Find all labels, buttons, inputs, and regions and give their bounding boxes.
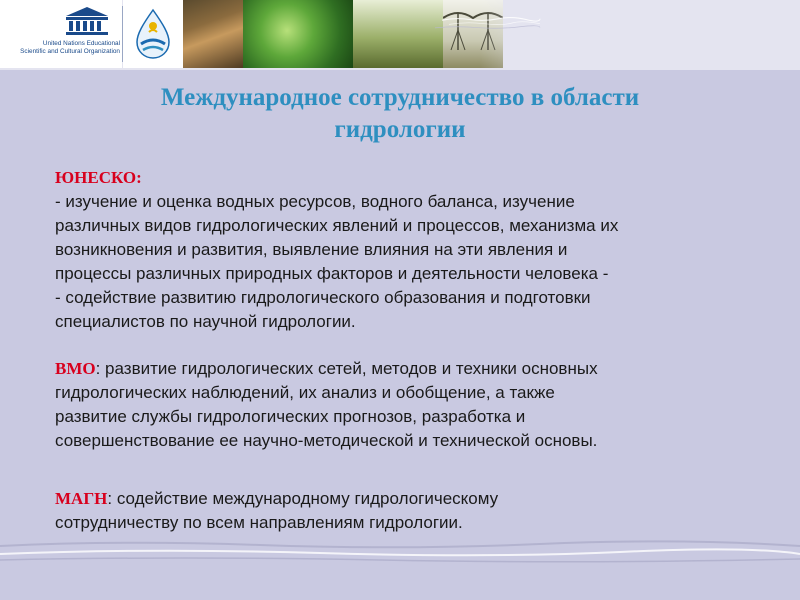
banner-fade	[480, 0, 800, 70]
photo-field	[353, 0, 443, 68]
photo-person	[183, 0, 243, 68]
unesco-text-line: различных видов гидрологических явлений и процессов, механизма их	[55, 216, 619, 235]
wmo-text-line: совершенствование ее научно-методической и технической основы.	[55, 431, 598, 450]
iahs-label: МАГН	[55, 489, 108, 508]
wmo-label: ВМО	[55, 359, 96, 378]
photo-water-drops	[243, 0, 353, 68]
unesco-label: ЮНЕСКО	[55, 168, 137, 187]
iahs-first-line	[55, 487, 755, 511]
unesco-colon: :	[136, 168, 142, 187]
unesco-logo-text-line: United Nations Educational	[42, 40, 120, 47]
header-scribble-decoration	[0, 16, 800, 30]
unesco-logo-text	[4, 40, 120, 56]
header-banner	[0, 0, 800, 70]
footer-scribble-decoration	[0, 536, 800, 566]
ihp-logo	[123, 0, 183, 68]
unesco-text-line: специалистов по научной гидрологии.	[55, 312, 356, 331]
wmo-section	[55, 357, 755, 453]
iahs-first-line-text: : содействие международному гидрологическому	[107, 489, 499, 508]
iahs-section	[55, 487, 755, 535]
page-title	[80, 82, 720, 146]
wmo-text-line: гидрологических наблюдений, их анализ и обобщение, а также	[55, 383, 555, 402]
unesco-text-line: возникновения и развития, выявление влияния на эти явления и	[55, 240, 568, 259]
unesco-text-line: - содействие развитию гидрологического образования и подготовки	[55, 288, 591, 307]
unesco-text-line: - изучение и оценка водных ресурсов, водного баланса, изучение	[55, 192, 575, 211]
wmo-first-line	[55, 357, 755, 381]
unesco-heading	[55, 166, 755, 190]
wmo-text-line: развитие службы гидрологических прогнозов, разработка и	[55, 407, 526, 426]
unesco-logo-text-line: Scientific and Cultural Organization	[20, 48, 120, 55]
unesco-logo	[0, 0, 122, 68]
title-line: Международное сотрудничество в области	[160, 84, 640, 111]
iahs-text-line: сотрудничеству по всем направлениям гидрологии.	[55, 513, 463, 532]
water-drop-logo-icon	[123, 0, 183, 68]
unesco-text-line: процессы различных природных факторов и деятельности человека -	[55, 264, 609, 283]
wmo-first-line-text: : развитие гидрологических сетей, методов и техники основных	[95, 359, 598, 378]
title-line: гидрологии	[334, 116, 466, 143]
unesco-section	[55, 166, 755, 334]
